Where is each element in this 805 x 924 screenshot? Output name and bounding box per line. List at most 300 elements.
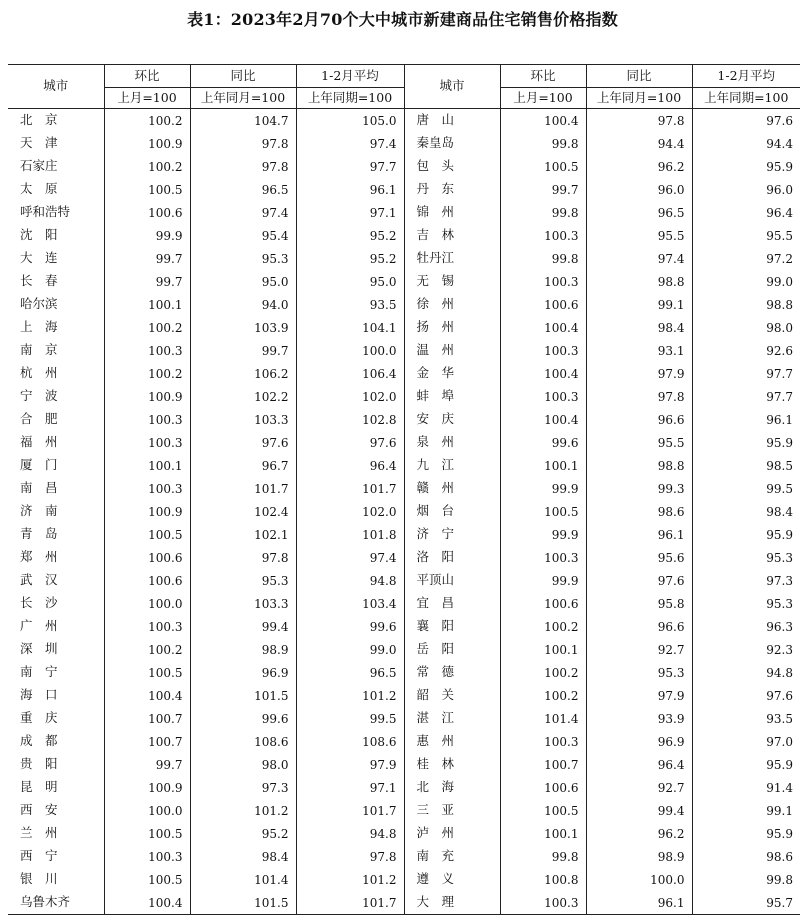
yoy-value: 101.7 (190, 477, 296, 500)
avg-value: 99.8 (692, 868, 800, 891)
city-name: 济 南 (20, 503, 58, 519)
mom-value: 100.3 (500, 339, 586, 362)
table-row (8, 109, 800, 133)
table-row (8, 247, 800, 270)
table-row (8, 615, 800, 638)
avg-value: 93.5 (692, 707, 800, 730)
yoy-value: 97.8 (190, 132, 296, 155)
mom-base-left: 上月=100 (104, 88, 190, 109)
city-name: 呼和浩特 (20, 204, 71, 220)
yoy-value: 96.5 (190, 178, 296, 201)
city-name: 岳 阳 (404, 638, 500, 661)
mom-value: 100.3 (104, 845, 190, 868)
avg-value: 98.5 (692, 454, 800, 477)
mom-value: 100.4 (104, 684, 190, 707)
mom-value: 100.3 (500, 546, 586, 569)
mom-value: 100.1 (500, 822, 586, 845)
yoy-value: 97.9 (586, 684, 692, 707)
city-header-right: 城市 (404, 65, 500, 109)
city-name: 西 安 (20, 802, 58, 818)
yoy-value: 102.4 (190, 500, 296, 523)
city-name: 南 充 (404, 845, 500, 868)
city-name: 哈尔滨 (20, 296, 58, 312)
city-name: 太 原 (20, 181, 58, 197)
city-name: 三 亚 (404, 799, 500, 822)
mom-value: 99.6 (500, 431, 586, 454)
table-row (8, 385, 800, 408)
city-name: 宁 波 (20, 388, 58, 404)
table-row (8, 868, 800, 891)
city-name: 烟 台 (404, 500, 500, 523)
yoy-value: 96.1 (586, 891, 692, 915)
yoy-value: 98.4 (190, 845, 296, 868)
mom-value: 100.9 (104, 500, 190, 523)
city-name: 南 京 (20, 342, 58, 358)
mom-value: 100.3 (500, 891, 586, 915)
yoy-value: 99.6 (190, 707, 296, 730)
yoy-value: 96.4 (586, 753, 692, 776)
table-row (8, 362, 800, 385)
city-name: 厦 门 (20, 457, 58, 473)
yoy-value: 96.7 (190, 454, 296, 477)
avg-value: 96.4 (692, 201, 800, 224)
city-name: 长 沙 (20, 595, 58, 611)
yoy-value: 98.0 (190, 753, 296, 776)
city-name: 赣 州 (404, 477, 500, 500)
avg-value: 97.7 (692, 385, 800, 408)
mom-value: 100.4 (500, 408, 586, 431)
yoy-value: 96.6 (586, 615, 692, 638)
yoy-value: 96.0 (586, 178, 692, 201)
city-name: 广 州 (20, 618, 58, 634)
mom-value: 100.6 (500, 592, 586, 615)
city-name: 襄 阳 (404, 615, 500, 638)
city-header-left: 城市 (43, 78, 69, 94)
avg-value: 95.5 (692, 224, 800, 247)
city-name: 石家庄 (20, 158, 58, 174)
avg-value: 97.8 (296, 845, 404, 868)
city-name: 郑 州 (20, 549, 58, 565)
city-name: 吉 林 (404, 224, 500, 247)
avg-value: 100.0 (296, 339, 404, 362)
avg-value: 95.7 (692, 891, 800, 915)
table-row (8, 799, 800, 822)
table-row (8, 408, 800, 431)
table-row (8, 155, 800, 178)
mom-value: 99.9 (104, 224, 190, 247)
avg-base-left: 上年同期=100 (296, 88, 404, 109)
yoy-value: 101.4 (190, 868, 296, 891)
header-row (8, 65, 800, 88)
avg-value: 102.0 (296, 500, 404, 523)
mom-value: 100.1 (500, 454, 586, 477)
city-name: 韶 关 (404, 684, 500, 707)
mom-value: 100.9 (104, 776, 190, 799)
avg-value: 108.6 (296, 730, 404, 753)
table-row (8, 316, 800, 339)
yoy-value: 95.6 (586, 546, 692, 569)
mom-value: 99.9 (500, 569, 586, 592)
avg-value: 97.7 (296, 155, 404, 178)
mom-value: 100.5 (104, 868, 190, 891)
avg-value: 97.6 (296, 431, 404, 454)
avg-value: 93.5 (296, 293, 404, 316)
avg-value: 99.0 (296, 638, 404, 661)
avg-value: 96.1 (692, 408, 800, 431)
mom-value: 100.4 (500, 362, 586, 385)
mom-value: 100.7 (104, 707, 190, 730)
yoy-value: 103.3 (190, 408, 296, 431)
avg-value: 99.0 (692, 270, 800, 293)
avg-value: 95.9 (692, 822, 800, 845)
yoy-value: 94.4 (586, 132, 692, 155)
avg-value: 98.4 (692, 500, 800, 523)
city-name: 洛 阳 (404, 546, 500, 569)
mom-value: 100.6 (104, 569, 190, 592)
city-name: 青 岛 (20, 526, 58, 542)
avg-value: 96.1 (296, 178, 404, 201)
city-name: 海 口 (20, 687, 58, 703)
yoy-value: 101.2 (190, 799, 296, 822)
mom-value: 100.3 (104, 408, 190, 431)
yoy-value: 98.8 (586, 454, 692, 477)
avg-value: 101.2 (296, 868, 404, 891)
avg-value: 96.4 (296, 454, 404, 477)
table-row (8, 293, 800, 316)
yoy-value: 95.8 (586, 592, 692, 615)
mom-value: 100.3 (104, 477, 190, 500)
table-title: 表1：2023年2月70个大中城市新建商品住宅销售价格指数 (187, 10, 618, 29)
city-name: 南 昌 (20, 480, 58, 496)
city-name: 安 庆 (404, 408, 500, 431)
table-row (8, 431, 800, 454)
yoy-value: 97.6 (586, 569, 692, 592)
yoy-value: 97.9 (586, 362, 692, 385)
table-row (8, 753, 800, 776)
city-name: 遵 义 (404, 868, 500, 891)
avg-value: 97.6 (692, 684, 800, 707)
table-row (8, 891, 800, 915)
mom-value: 100.3 (500, 270, 586, 293)
table-row (8, 638, 800, 661)
city-name: 西 宁 (20, 848, 58, 864)
mom-value: 100.2 (104, 362, 190, 385)
yoy-value: 97.4 (586, 247, 692, 270)
city-name: 宜 昌 (404, 592, 500, 615)
table-row (8, 730, 800, 753)
avg-value: 95.2 (296, 247, 404, 270)
city-name: 银 川 (20, 871, 58, 887)
avg-value: 95.9 (692, 523, 800, 546)
city-name: 秦皇岛 (404, 132, 500, 155)
yoy-value: 102.2 (190, 385, 296, 408)
mom-value: 100.2 (104, 638, 190, 661)
yoy-value: 95.0 (190, 270, 296, 293)
yoy-value: 96.9 (190, 661, 296, 684)
city-name: 天 津 (20, 135, 58, 151)
yoy-value: 97.6 (190, 431, 296, 454)
mom-value: 100.5 (500, 155, 586, 178)
avg-value: 95.0 (296, 270, 404, 293)
mom-value: 100.4 (500, 316, 586, 339)
avg-value: 98.0 (692, 316, 800, 339)
city-name: 重 庆 (20, 710, 58, 726)
city-name: 桂 林 (404, 753, 500, 776)
avg-value: 102.0 (296, 385, 404, 408)
yoy-value: 97.8 (190, 155, 296, 178)
city-name: 锦 州 (404, 201, 500, 224)
avg-value: 97.9 (296, 753, 404, 776)
city-name: 大 连 (20, 250, 58, 266)
avg-value: 97.1 (296, 776, 404, 799)
avg-value: 101.7 (296, 891, 404, 915)
city-name: 唐 山 (404, 109, 500, 133)
avg-value: 95.3 (692, 592, 800, 615)
yoy-value: 98.6 (586, 500, 692, 523)
table-row (8, 523, 800, 546)
yoy-value: 94.0 (190, 293, 296, 316)
table-row (8, 661, 800, 684)
avg-value: 99.6 (296, 615, 404, 638)
mom-value: 100.5 (500, 799, 586, 822)
yoy-value: 106.2 (190, 362, 296, 385)
avg-value: 106.4 (296, 362, 404, 385)
city-name: 平顶山 (404, 569, 500, 592)
mom-value: 100.1 (500, 638, 586, 661)
table-row (8, 684, 800, 707)
mom-value: 100.4 (104, 891, 190, 915)
mom-header-left: 环比 (104, 65, 190, 88)
mom-value: 99.7 (104, 753, 190, 776)
avg-value: 96.0 (692, 178, 800, 201)
avg-value: 94.4 (692, 132, 800, 155)
yoy-value: 95.2 (190, 822, 296, 845)
city-name: 北 京 (20, 112, 58, 128)
yoy-value: 99.4 (586, 799, 692, 822)
mom-value: 100.1 (104, 293, 190, 316)
city-name: 贵 阳 (20, 756, 58, 772)
city-name: 湛 江 (404, 707, 500, 730)
yoy-value: 95.3 (586, 661, 692, 684)
mom-value: 99.9 (500, 523, 586, 546)
table-row (8, 477, 800, 500)
city-name: 蚌 埠 (404, 385, 500, 408)
yoy-value: 95.5 (586, 431, 692, 454)
yoy-value: 100.0 (586, 868, 692, 891)
mom-value: 100.5 (104, 523, 190, 546)
avg-value: 99.1 (692, 799, 800, 822)
yoy-value: 99.1 (586, 293, 692, 316)
city-name: 长 春 (20, 273, 58, 289)
mom-value: 100.2 (104, 109, 190, 133)
avg-value: 101.7 (296, 477, 404, 500)
yoy-value: 98.9 (586, 845, 692, 868)
yoy-value: 96.6 (586, 408, 692, 431)
city-name: 武 汉 (20, 572, 58, 588)
mom-value: 101.4 (500, 707, 586, 730)
yoy-value: 97.3 (190, 776, 296, 799)
city-name: 北 海 (404, 776, 500, 799)
avg-value: 104.1 (296, 316, 404, 339)
city-name: 温 州 (404, 339, 500, 362)
yoy-value: 99.4 (190, 615, 296, 638)
mom-value: 100.3 (500, 385, 586, 408)
city-name: 南 宁 (20, 664, 58, 680)
mom-value: 99.8 (500, 132, 586, 155)
mom-value: 100.6 (500, 293, 586, 316)
mom-value: 100.6 (500, 776, 586, 799)
mom-value: 99.7 (104, 247, 190, 270)
mom-value: 100.8 (500, 868, 586, 891)
table-row (8, 132, 800, 155)
yoy-value: 103.3 (190, 592, 296, 615)
avg-value: 95.9 (692, 753, 800, 776)
yoy-value: 95.4 (190, 224, 296, 247)
city-name: 牡丹江 (404, 247, 500, 270)
yoy-value: 97.8 (586, 109, 692, 133)
city-name: 合 肥 (20, 411, 58, 427)
table-row (8, 592, 800, 615)
yoy-value: 92.7 (586, 776, 692, 799)
avg-value: 97.0 (692, 730, 800, 753)
table-row (8, 178, 800, 201)
city-name: 昆 明 (20, 779, 58, 795)
avg-value: 97.3 (692, 569, 800, 592)
avg-value: 103.4 (296, 592, 404, 615)
avg-value: 94.8 (296, 569, 404, 592)
mom-value: 100.7 (104, 730, 190, 753)
yoy-value: 96.2 (586, 155, 692, 178)
city-name: 金 华 (404, 362, 500, 385)
mom-value: 100.3 (500, 224, 586, 247)
table-row (8, 201, 800, 224)
city-name: 兰 州 (20, 825, 58, 841)
mom-value: 100.5 (104, 178, 190, 201)
avg-header-left: 1-2月平均 (296, 65, 404, 88)
yoy-value: 96.5 (586, 201, 692, 224)
yoy-value: 96.1 (586, 523, 692, 546)
yoy-value: 96.2 (586, 822, 692, 845)
mom-value: 100.5 (104, 661, 190, 684)
mom-value: 99.8 (500, 201, 586, 224)
mom-value: 100.2 (104, 316, 190, 339)
yoy-value: 102.1 (190, 523, 296, 546)
yoy-value: 95.3 (190, 247, 296, 270)
avg-value: 95.2 (296, 224, 404, 247)
avg-value: 91.4 (692, 776, 800, 799)
city-name: 福 州 (20, 434, 58, 450)
avg-value: 95.9 (692, 155, 800, 178)
mom-value: 99.8 (500, 247, 586, 270)
mom-value: 100.3 (104, 431, 190, 454)
yoy-value: 95.3 (190, 569, 296, 592)
avg-base-right: 上年同期=100 (692, 88, 800, 109)
avg-value: 99.5 (296, 707, 404, 730)
yoy-value: 103.9 (190, 316, 296, 339)
mom-value: 100.2 (104, 155, 190, 178)
yoy-header-right: 同比 (586, 65, 692, 88)
mom-value: 100.3 (104, 339, 190, 362)
avg-value: 94.8 (296, 822, 404, 845)
mom-base-right: 上月=100 (500, 88, 586, 109)
mom-value: 99.8 (500, 845, 586, 868)
avg-value: 95.9 (692, 431, 800, 454)
city-name: 杭 州 (20, 365, 58, 381)
table-row (8, 270, 800, 293)
yoy-header-left: 同比 (190, 65, 296, 88)
mom-value: 100.1 (104, 454, 190, 477)
city-name: 大 理 (404, 891, 500, 915)
yoy-value: 93.1 (586, 339, 692, 362)
yoy-base-right: 上年同月=100 (586, 88, 692, 109)
mom-value: 100.7 (500, 753, 586, 776)
mom-value: 100.2 (500, 615, 586, 638)
table-row (8, 339, 800, 362)
avg-value: 96.5 (296, 661, 404, 684)
city-name: 包 头 (404, 155, 500, 178)
avg-value: 95.3 (692, 546, 800, 569)
city-name: 上 海 (20, 319, 58, 335)
yoy-value: 99.3 (586, 477, 692, 500)
mom-header-right: 环比 (500, 65, 586, 88)
yoy-value: 104.7 (190, 109, 296, 133)
avg-value: 99.5 (692, 477, 800, 500)
avg-value: 98.8 (692, 293, 800, 316)
yoy-value: 95.5 (586, 224, 692, 247)
avg-value: 102.8 (296, 408, 404, 431)
yoy-value: 93.9 (586, 707, 692, 730)
yoy-value: 98.4 (586, 316, 692, 339)
avg-value: 97.1 (296, 201, 404, 224)
mom-value: 100.9 (104, 385, 190, 408)
city-name: 济 宁 (404, 523, 500, 546)
city-name: 沈 阳 (20, 227, 58, 243)
table-row (8, 454, 800, 477)
avg-value: 101.8 (296, 523, 404, 546)
table-row (8, 776, 800, 799)
mom-value: 100.0 (104, 592, 190, 615)
mom-value: 99.7 (104, 270, 190, 293)
avg-value: 92.6 (692, 339, 800, 362)
yoy-value: 98.8 (586, 270, 692, 293)
mom-value: 100.6 (104, 546, 190, 569)
city-name: 丹 东 (404, 178, 500, 201)
city-name: 九 江 (404, 454, 500, 477)
yoy-value: 108.6 (190, 730, 296, 753)
avg-value: 96.3 (692, 615, 800, 638)
table-row (8, 822, 800, 845)
city-name: 成 都 (20, 733, 58, 749)
city-name: 常 德 (404, 661, 500, 684)
table-row (8, 845, 800, 868)
table-row (8, 546, 800, 569)
table-row (8, 569, 800, 592)
mom-value: 100.4 (500, 109, 586, 133)
avg-value: 97.4 (296, 546, 404, 569)
city-name: 惠 州 (404, 730, 500, 753)
yoy-value: 92.7 (586, 638, 692, 661)
yoy-value: 101.5 (190, 684, 296, 707)
avg-header-right: 1-2月平均 (692, 65, 800, 88)
mom-value: 99.7 (500, 178, 586, 201)
mom-value: 100.9 (104, 132, 190, 155)
price-index-table (8, 64, 800, 915)
mom-value: 100.3 (500, 730, 586, 753)
city-name: 乌鲁木齐 (8, 891, 104, 915)
avg-value: 97.6 (692, 109, 800, 133)
avg-value: 98.6 (692, 845, 800, 868)
avg-value: 97.4 (296, 132, 404, 155)
